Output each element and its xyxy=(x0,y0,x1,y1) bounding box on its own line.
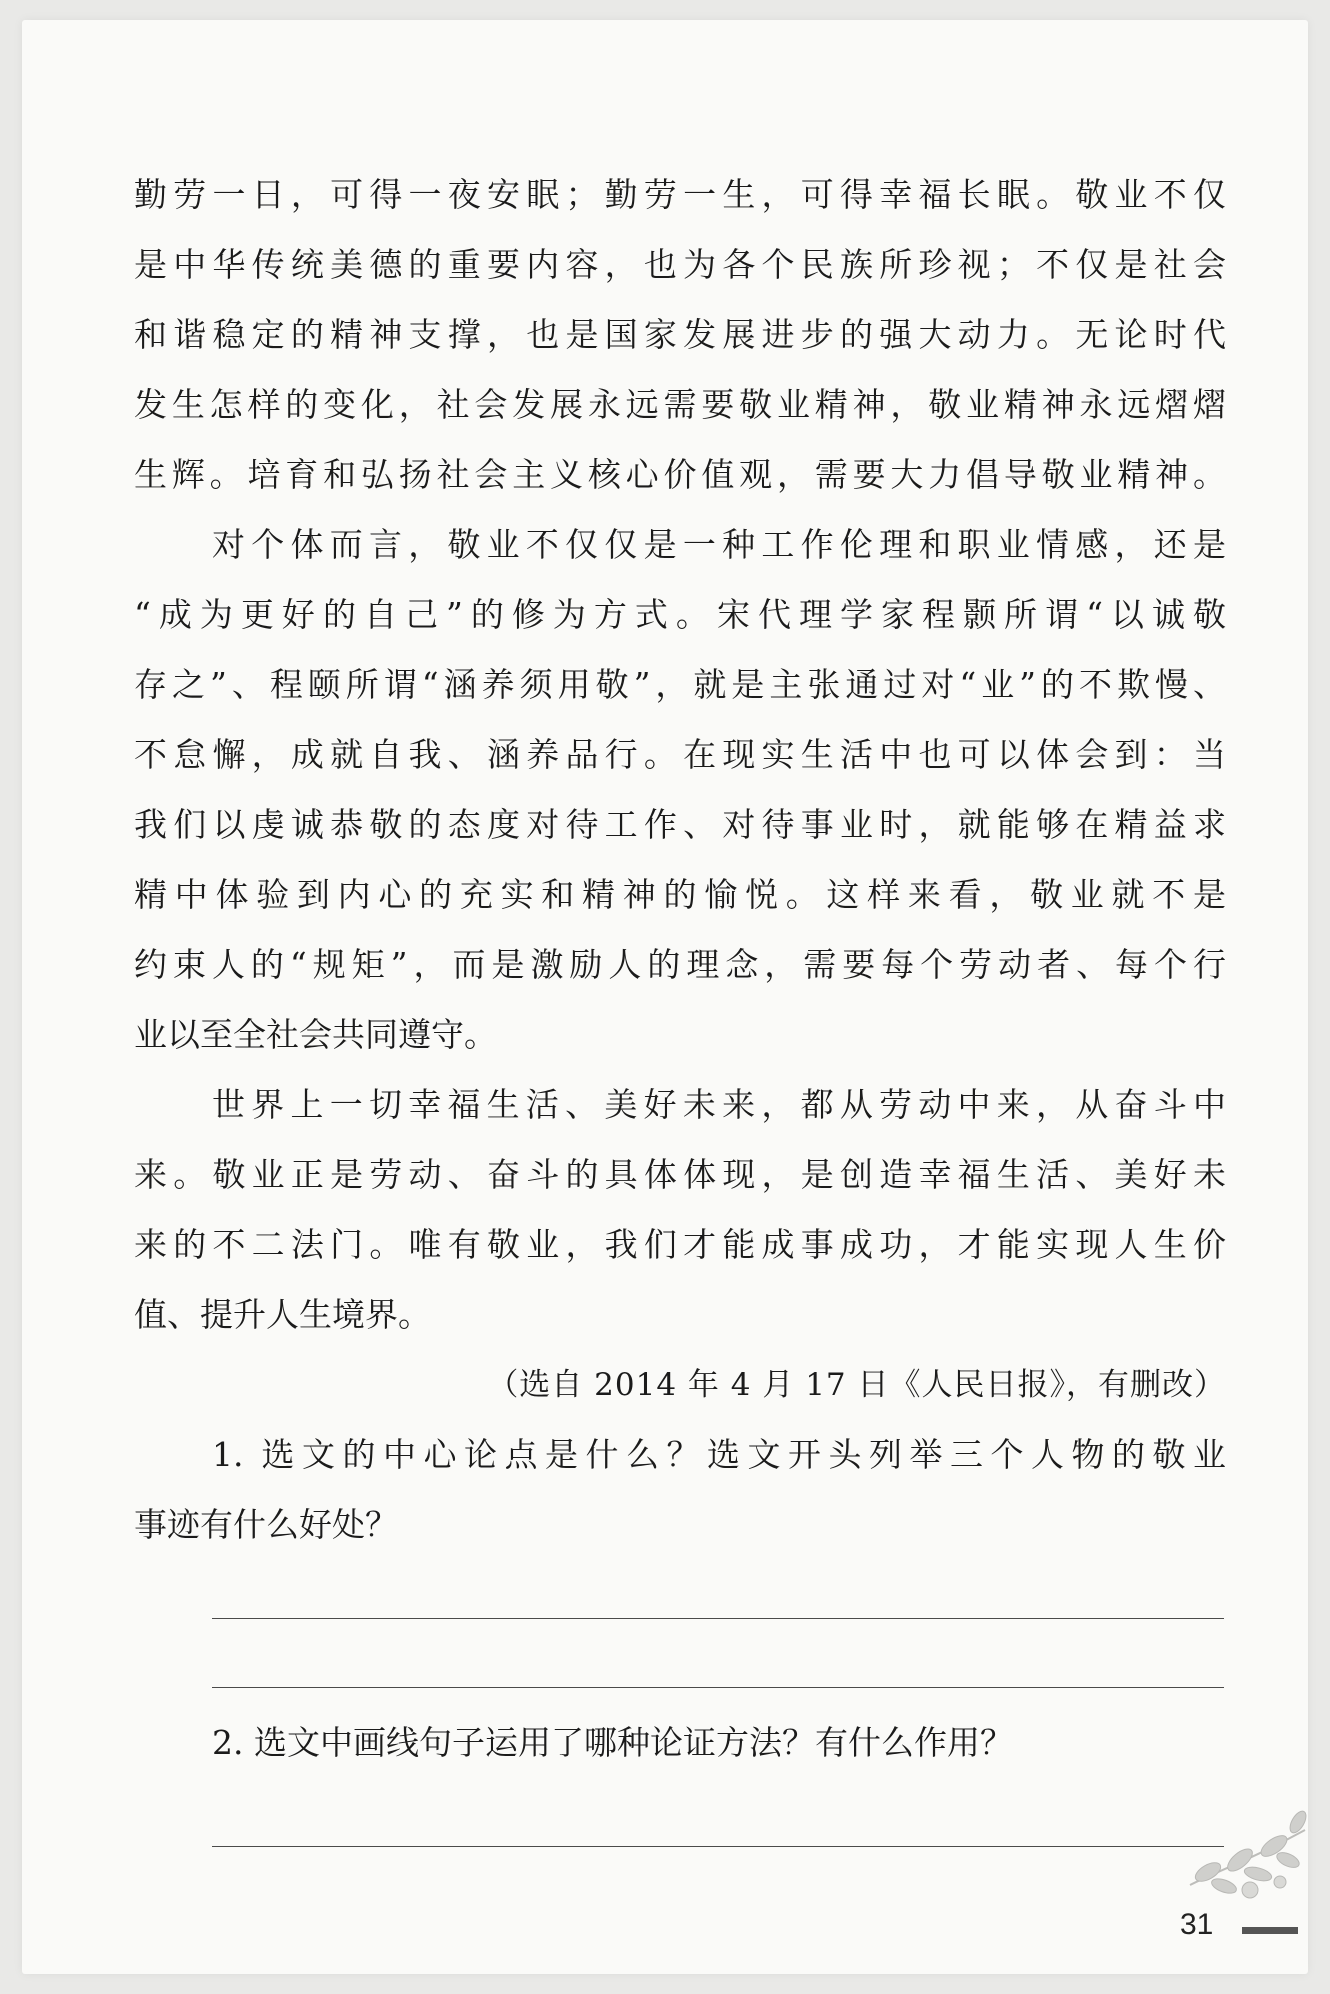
paragraph-3 xyxy=(134,1070,1226,1350)
text-line: “成为更好的自己”的修为方式。宋代理学家程颢所谓“以诚敬 xyxy=(134,595,1226,634)
text-line: 和谐稳定的精神支撑，也是国家发展进步的强大动力。无论时代 xyxy=(134,315,1226,354)
text-line: 精中体验到内心的充实和精神的愉悦。这样来看，敬业就不是 xyxy=(134,875,1226,914)
question-text: 1. 选文的中心论点是什么？选文开头列举三个人物的敬业 xyxy=(212,1435,1226,1474)
article-content xyxy=(134,160,1226,1847)
text-line: 生辉。培育和弘扬社会主义核心价值观，需要大力倡导敬业精神。 xyxy=(134,455,1226,494)
text-line: 业以至全社会共同遵守。 xyxy=(134,1015,497,1054)
text-line: 对个体而言，敬业不仅仅是一种工作伦理和职业情感，还是 xyxy=(212,525,1226,564)
text-line: 我们以虔诚恭敬的态度对待工作、对待事业时，就能够在精益求 xyxy=(134,805,1226,844)
answer-line[interactable] xyxy=(212,1846,1224,1847)
page-number-bar xyxy=(1242,1927,1298,1934)
text-line: 来的不二法门。唯有敬业，我们才能成事成功，才能实现人生价 xyxy=(134,1225,1226,1264)
question-2 xyxy=(134,1708,1226,1778)
question-1 xyxy=(134,1420,1226,1560)
text-line: 世界上一切幸福生活、美好未来，都从劳动中来，从奋斗中 xyxy=(212,1085,1226,1124)
textbook-page xyxy=(22,20,1308,1974)
question-text: 事迹有什么好处？ xyxy=(134,1505,398,1544)
text-line: 值、提升人生境界。 xyxy=(134,1295,431,1334)
paragraph-1 xyxy=(134,160,1226,510)
paragraph-2 xyxy=(134,510,1226,1070)
text-line: 约束人的“规矩”，而是激励人的理念，需要每个劳动者、每个行 xyxy=(134,945,1226,984)
page-number: 31 xyxy=(1180,1908,1214,1941)
page-footer xyxy=(1180,1900,1310,1950)
text-line: 来。敬业正是劳动、奋斗的具体体现，是创造幸福生活、美好未 xyxy=(134,1155,1226,1194)
question-text: 2. 选文中画线句子运用了哪种论证方法？有什么作用？ xyxy=(212,1723,1013,1762)
source-citation: （选自 2014 年 4 月 17 日《人民日报》，有删改） xyxy=(487,1367,1226,1403)
text-line: 发生怎样的变化，社会发展永远需要敬业精神，敬业精神永远熠熠 xyxy=(134,385,1226,424)
text-line: 是中华传统美德的重要内容，也为各个民族所珍视；不仅是社会 xyxy=(134,245,1226,284)
text-line: 存之”、程颐所谓“涵养须用敬”，就是主张通过对“业”的不欺慢、 xyxy=(134,665,1226,704)
text-line: 不怠懈，成就自我、涵养品行。在现实生活中也可以体会到：当 xyxy=(134,735,1226,774)
text-line: 勤劳一日，可得一夜安眠；勤劳一生，可得幸福长眠。敬业不仅 xyxy=(134,175,1226,214)
leaf-branch-icon xyxy=(1180,1790,1310,1910)
